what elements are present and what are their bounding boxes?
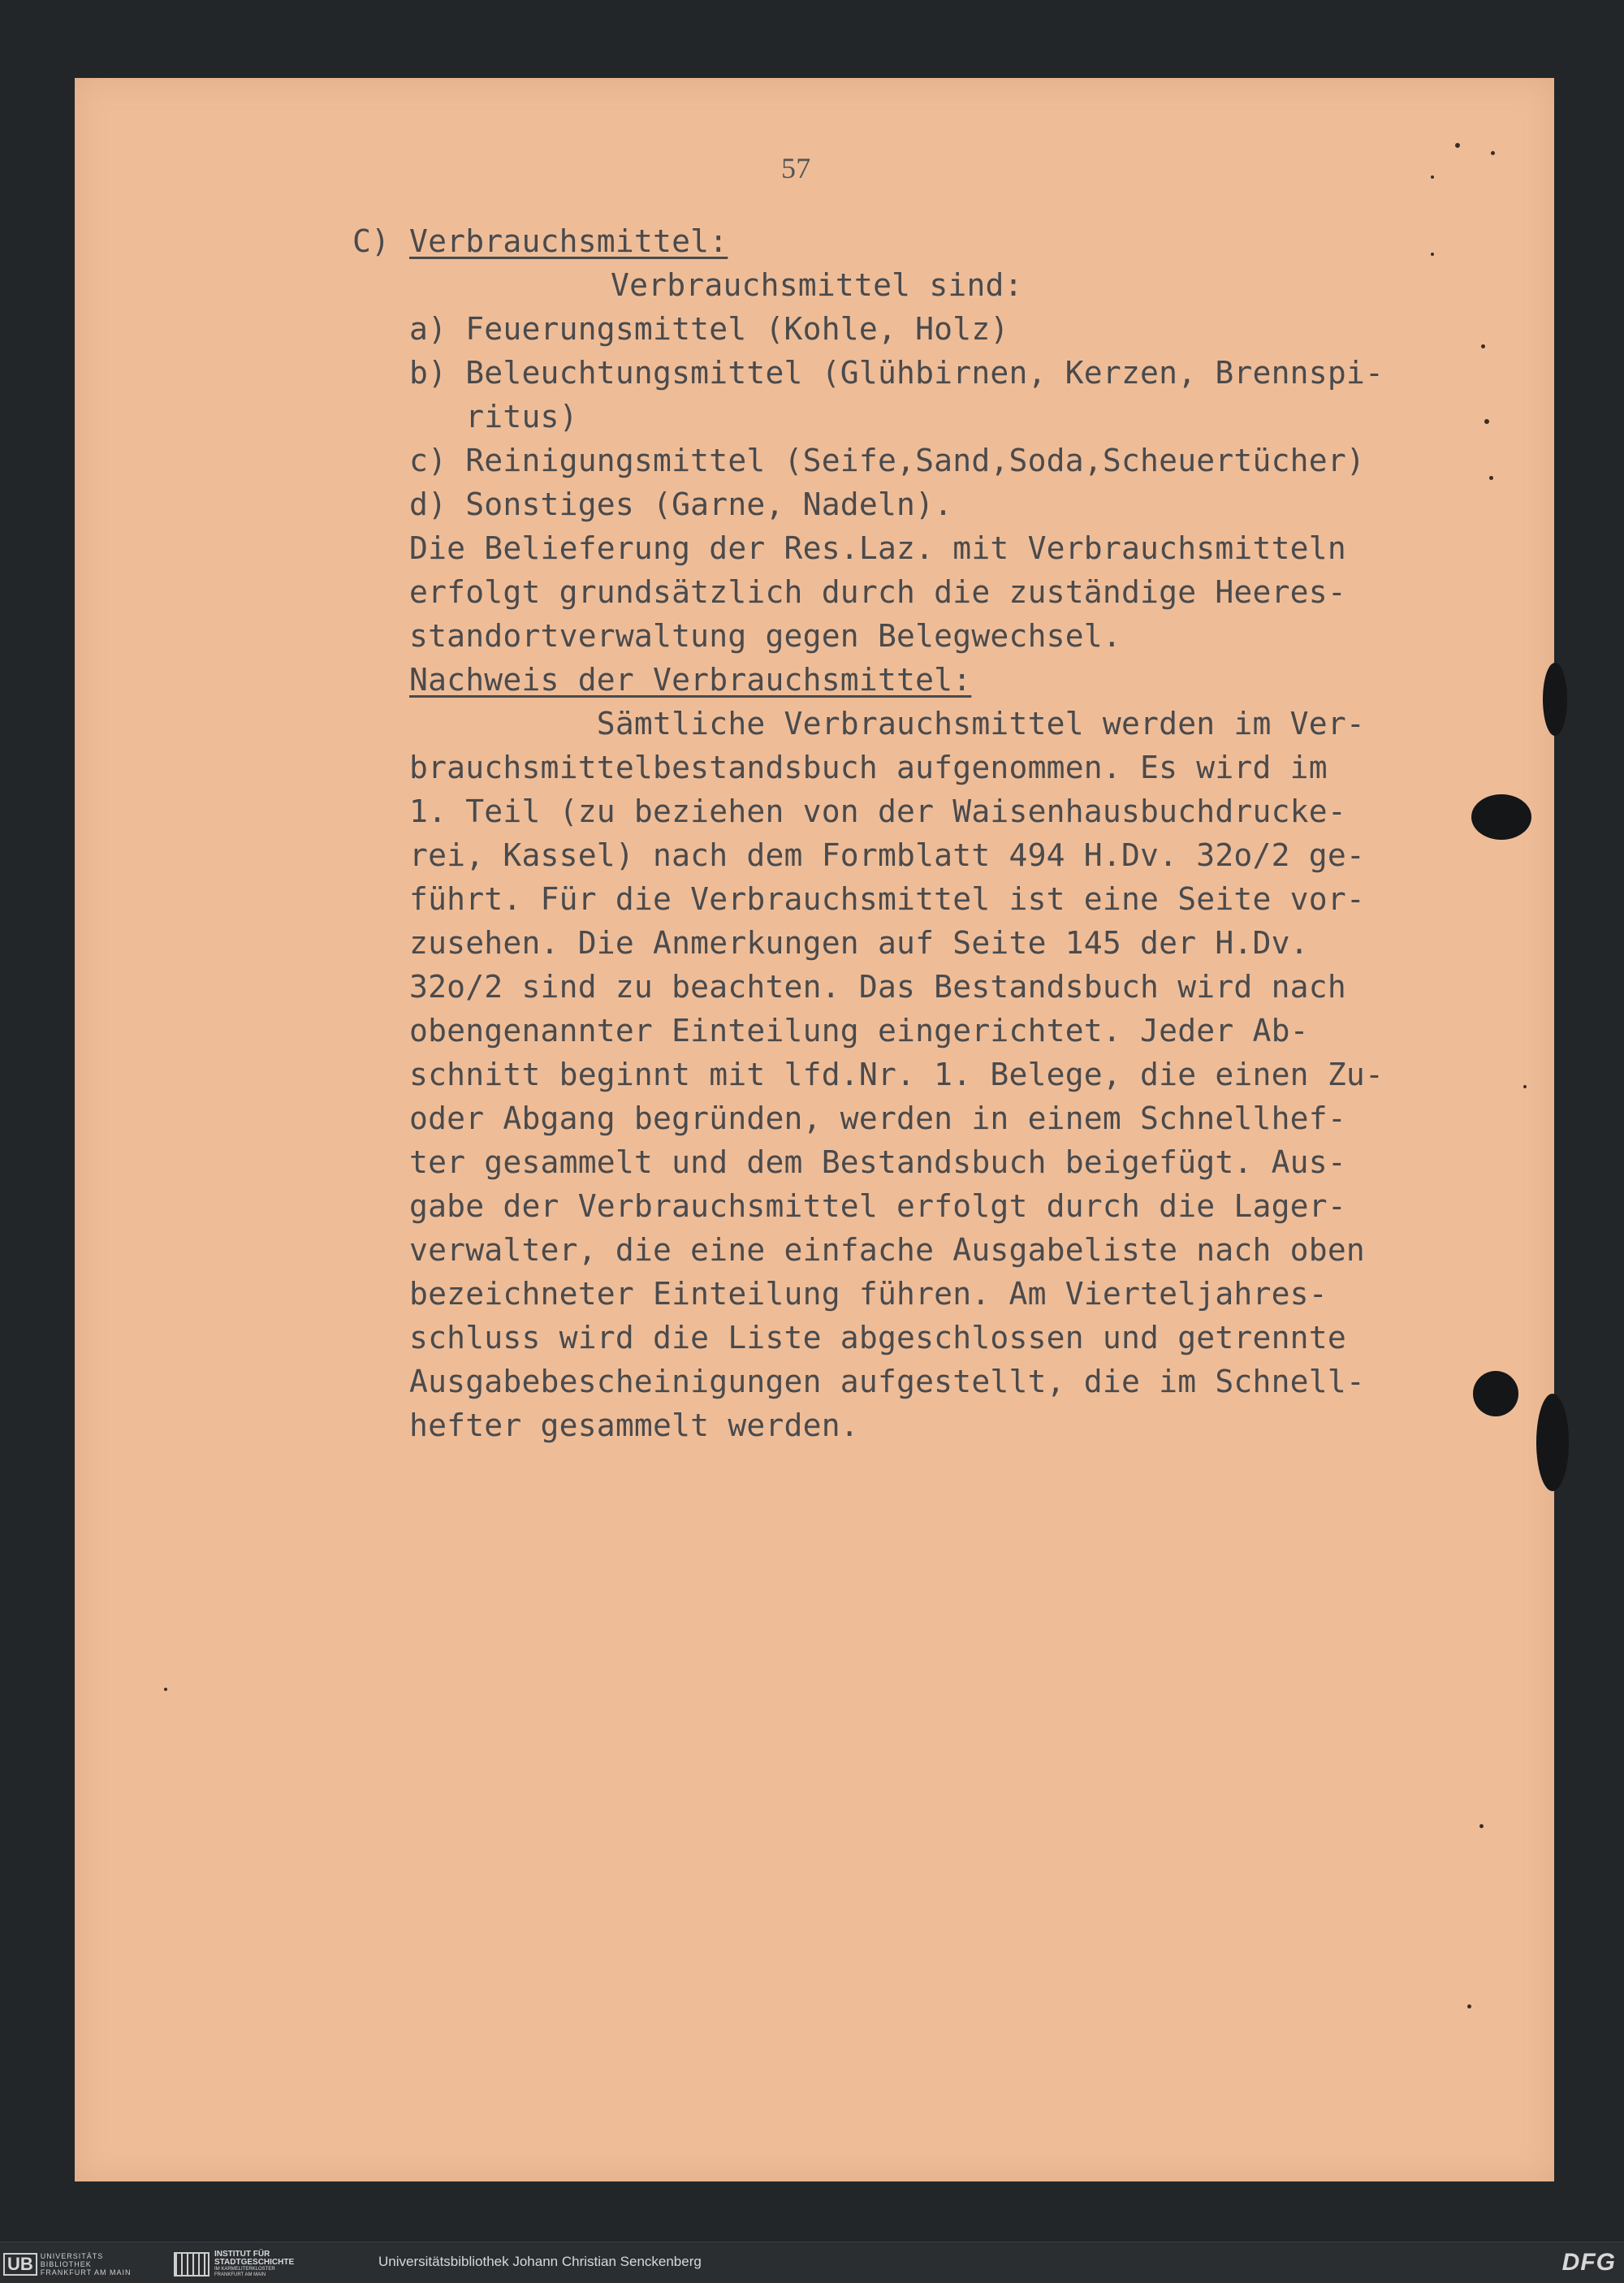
paper-speck <box>1523 1085 1527 1088</box>
subheading: Nachweis der Verbrauchsmittel: <box>409 662 972 698</box>
paper-speck <box>1479 1824 1484 1828</box>
paper-speck <box>1484 419 1489 424</box>
list-item-b: b) Beleuchtungsmittel (Glühbirnen, Kerzen, Brennspi- <box>409 355 1384 391</box>
paper-speck <box>1431 175 1434 179</box>
paper-speck <box>1431 253 1434 256</box>
list-item-c: c) Reinigungsmittel (Seife,Sand,Soda,Scheuertücher) <box>409 443 1365 478</box>
paragraph-line: hefter gesammelt werden. <box>409 1407 859 1443</box>
paragraph-line: 32o/2 sind zu beachten. Das Bestandsbuch wird nach <box>409 969 1346 1005</box>
intro-line: Verbrauchsmittel sind: <box>611 267 1023 303</box>
paper-speck <box>1467 2004 1471 2008</box>
paragraph-line: bezeichneter Einteilung führen. Am Vierteljahres- <box>409 1276 1328 1312</box>
paragraph-line: ter gesammelt und dem Bestandsbuch beigefügt. Aus- <box>409 1144 1346 1180</box>
page-number: 57 <box>781 152 811 184</box>
paragraph-line: obengenannter Einteilung eingerichtet. Jeder Ab- <box>409 1013 1309 1049</box>
list-item-a: a) Feuerungsmittel (Kohle, Holz) <box>409 311 1009 347</box>
ub-logo-mark: UB <box>3 2253 37 2276</box>
punch-hole-lower <box>1473 1371 1518 1416</box>
paper-speck <box>1481 344 1485 348</box>
paper-speck <box>164 1688 167 1691</box>
paragraph-line: verwalter, die eine einfache Ausgabeliste nach oben <box>409 1232 1365 1268</box>
paragraph-line: brauchsmittelbestandsbuch aufgenommen. Es wird im <box>409 750 1328 785</box>
viewer-footer <box>0 2242 1624 2283</box>
institute-logo-text: INSTITUT FÜR STADTGESCHICHTE IM KARMELITERKLOSTER FRANKFURT AM MAIN <box>214 2250 295 2277</box>
paragraph-line: gabe der Verbrauchsmittel erfolgt durch die Lager- <box>409 1188 1346 1224</box>
paragraph-line: 1. Teil (zu beziehen von der Waisenhausbuchdrucke- <box>409 793 1346 829</box>
library-name: Universitätsbibliothek Johann Christian Senckenberg <box>378 2254 702 2269</box>
paragraph-line: führt. Für die Verbrauchsmittel ist eine Seite vor- <box>409 881 1365 917</box>
paragraph-line: standortverwaltung gegen Belegwechsel. <box>409 618 1121 654</box>
paragraph-line: Ausgabebescheinigungen aufgestellt, die im Schnell- <box>409 1364 1365 1399</box>
list-item-d: d) Sonstiges (Garne, Nadeln). <box>409 486 953 522</box>
paper-speck <box>1455 143 1460 148</box>
paragraph-line: schnitt beginnt mit lfd.Nr. 1. Belege, die einen Zu- <box>409 1057 1384 1092</box>
paragraph-line: oder Abgang begründen, werden in einem Schnellhef- <box>409 1100 1346 1136</box>
list-item-b-cont: ritus) <box>409 399 578 435</box>
ub-logo-text: UNIVERSITÄTS BIBLIOTHEK FRANKFURT AM MAIN <box>40 2252 132 2277</box>
section-marker: C) <box>352 223 391 259</box>
paragraph-line: erfolgt grundsätzlich durch die zuständige Heeres- <box>409 574 1346 610</box>
ub-logo[interactable] <box>3 2252 131 2277</box>
dfg-logo[interactable]: DFG <box>1561 2249 1616 2276</box>
document-page <box>75 78 1554 2181</box>
paper-speck <box>1489 476 1493 480</box>
institute-logo-icon <box>174 2252 209 2277</box>
paper-speck <box>1491 151 1495 155</box>
edge-notch-lower <box>1536 1394 1569 1491</box>
edge-notch-upper <box>1543 663 1567 736</box>
punch-hole-upper <box>1471 794 1531 840</box>
section-heading: Verbrauchsmittel: <box>409 223 728 259</box>
institute-logo[interactable] <box>174 2252 294 2277</box>
paragraph-line: Die Belieferung der Res.Laz. mit Verbrauchsmitteln <box>409 530 1346 566</box>
paragraph-line: Sämtliche Verbrauchsmittel werden im Ver- <box>409 706 1365 742</box>
paragraph-line: rei, Kassel) nach dem Formblatt 494 H.Dv. 32o/2 ge- <box>409 837 1365 873</box>
paragraph-line: zusehen. Die Anmerkungen auf Seite 145 der H.Dv. <box>409 925 1309 961</box>
paragraph-line: schluss wird die Liste abgeschlossen und getrennte <box>409 1320 1346 1356</box>
